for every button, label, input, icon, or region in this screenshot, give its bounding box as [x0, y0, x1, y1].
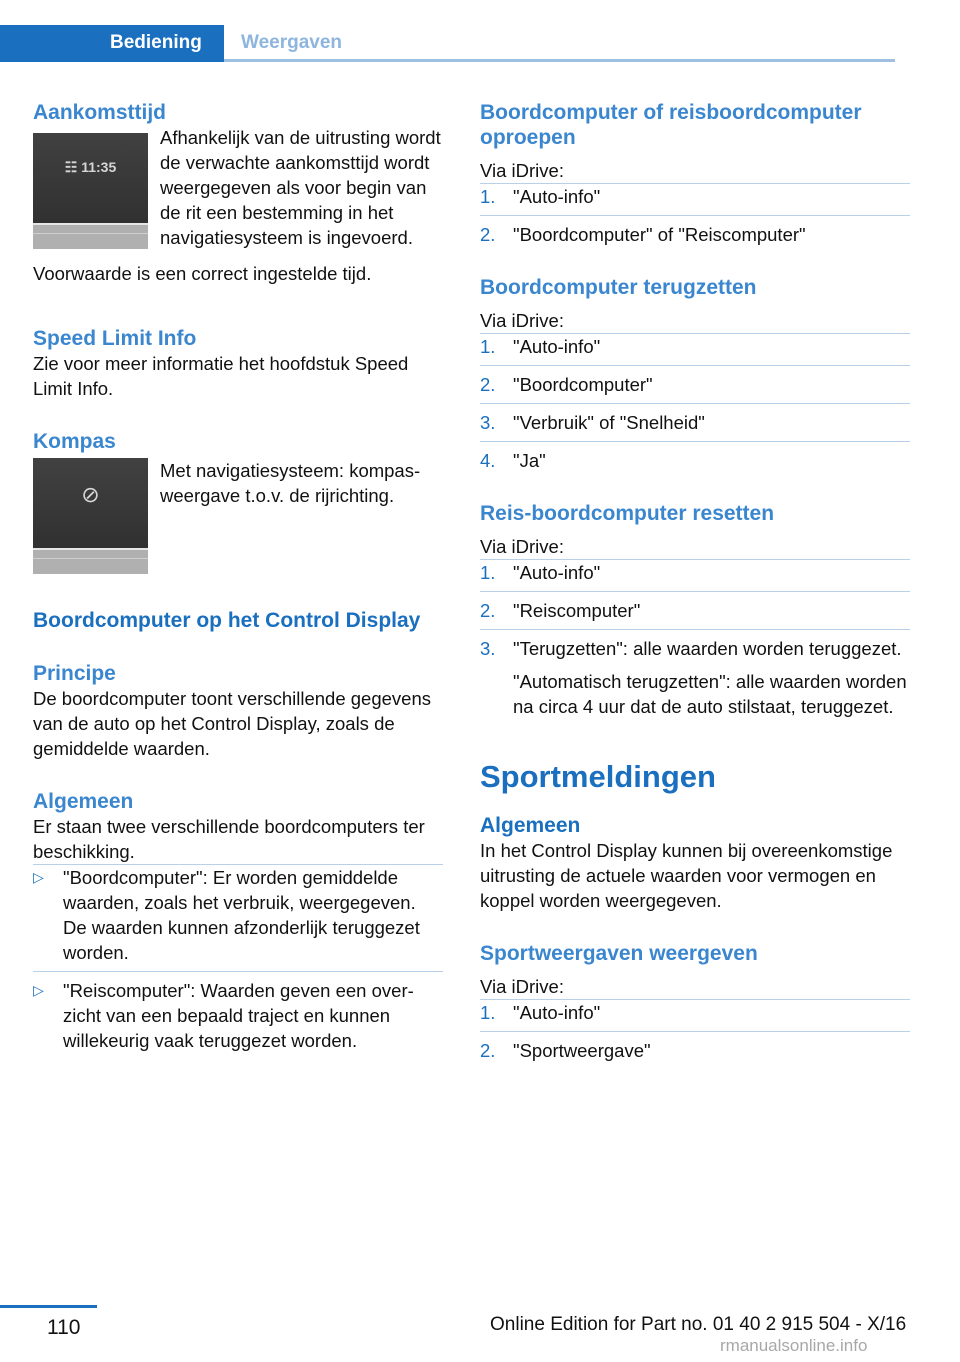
via-idrive: Via iDrive: — [480, 976, 564, 997]
step-number: 1. — [480, 336, 496, 357]
list-item — [480, 1000, 910, 1025]
list-item — [33, 971, 443, 1053]
reset-steps — [480, 333, 910, 473]
list-item — [480, 403, 910, 435]
list-item — [480, 365, 910, 397]
step-number: 2. — [480, 600, 496, 621]
list-item-text: "Boordcomputer": Er worden gemiddelde waarden, zoals het verbruik, weergegeven. De waarden kunnen afzonderlijk teruggezet worden. — [63, 867, 420, 963]
header-tabs — [0, 25, 895, 62]
step-text: "Reiscomputer" — [513, 600, 641, 621]
list-item — [480, 591, 910, 623]
step-text: "Auto-info" — [513, 562, 601, 583]
list-item — [480, 441, 910, 473]
list-item — [480, 560, 910, 585]
computer-types-list — [33, 864, 443, 1053]
list-item — [480, 215, 910, 247]
list-item — [480, 334, 910, 359]
arrival-time-readout: ☷ 11:35 — [64, 159, 117, 175]
via-idrive: Via iDrive: — [480, 160, 564, 181]
compass-text: Met navigatiesysteem: kompasweergave t.o.v. de rijrichting. — [160, 460, 421, 506]
speed-limit-text: Zie voor meer informatie het hoofdstuk Speed Limit Info. — [33, 353, 409, 399]
heading-reis-boordcomputer-resetten: Reis-boordcomputer resetten — [480, 502, 775, 525]
step-text: "Auto-info" — [513, 1002, 601, 1023]
step-number: 2. — [480, 374, 496, 395]
footer-rule — [0, 1305, 97, 1308]
list-item — [480, 629, 910, 719]
edition-text: Online Edition for Part no. 01 40 2 915 504 - X/16 — [490, 1314, 907, 1335]
step-text: "Boordcomputer" of "Reiscomputer" — [513, 224, 806, 245]
step-number: 1. — [480, 186, 496, 207]
sport-steps — [480, 999, 910, 1063]
heading-boordcomputer-terugzetten: Boordcomputer terugzetten — [480, 276, 757, 299]
sport-general-text: In het Control Display kunnen bij overeenkomstige uitrusting de actuele waarden voor vermogen en koppel worden weergegeven. — [480, 840, 893, 911]
triangle-bullet-icon: ▷ — [33, 982, 44, 998]
call-steps — [480, 183, 910, 247]
list-item — [480, 184, 910, 209]
heading-boordcomputer-control-display: Boordcomputer op het Control Display — [33, 609, 421, 632]
step-text: "Boordcomputer" — [513, 374, 653, 395]
heading-sportmeldingen: Sportmeldingen — [480, 759, 716, 794]
list-item — [33, 865, 443, 965]
step-text: "Sportweergave" — [513, 1040, 651, 1061]
step-text: "Terugzetten": alle waarden worden teruggezet. — [513, 638, 902, 659]
step-number: 3. — [480, 638, 496, 659]
step-text-block — [513, 636, 910, 719]
step-number: 1. — [480, 562, 496, 583]
compass-icon: ⊘ — [81, 482, 100, 507]
heading-sport-algemeen: Algemeen — [480, 814, 581, 837]
heading-algemeen: Algemeen — [33, 790, 134, 813]
left-column — [33, 100, 443, 1053]
step-text: "Ja" — [513, 450, 546, 471]
compass-display-image — [33, 458, 148, 574]
step-text-extra: "Automatisch terugzetten": alle waarden worden na circa 4 uur dat de auto stilstaat, teruggezet. — [513, 671, 907, 717]
heading-principe: Principe — [33, 662, 116, 685]
list-item-text: "Reiscomputer": Waarden geven een overzicht van een bepaald traject en kunnen willekeurig vaak teruggezet worden. — [63, 980, 414, 1051]
tab-weergaven[interactable]: Weergaven — [241, 32, 343, 53]
page-number: 110 — [47, 1316, 81, 1339]
via-idrive: Via iDrive: — [480, 536, 564, 557]
principle-text: De boordcomputer toont verschillende gegevens van de auto op het Control Display, zoals de gemiddelde waarden. — [33, 688, 431, 759]
triangle-bullet-icon: ▷ — [33, 869, 44, 885]
step-number: 4. — [480, 450, 496, 471]
watermark: rmanualsonline.info — [720, 1336, 868, 1355]
heading-sportweergaven-weergeven: Sportweergaven weergeven — [480, 942, 758, 965]
via-idrive: Via iDrive: — [480, 310, 564, 331]
step-number: 2. — [480, 1040, 496, 1061]
arrival-text: Afhankelijk van de uitrusting wordt de verwachte aankomsttijd wordt weergegeven als voor begin van de rit een bestemming in het navigatiesysteem is ingevoerd. — [160, 127, 441, 248]
trip-reset-steps — [480, 559, 910, 719]
step-number: 3. — [480, 412, 496, 433]
arrival-time-display-image — [33, 133, 148, 249]
step-number: 2. — [480, 224, 496, 245]
step-number: 1. — [480, 1002, 496, 1023]
step-text: "Auto-info" — [513, 336, 601, 357]
heading-speed-limit-info: Speed Limit Info — [33, 327, 197, 350]
heading-aankomsttijd: Aankomsttijd — [33, 101, 167, 124]
general-text: Er staan twee verschillende boordcomputers ter beschikking. — [33, 816, 425, 862]
heading-boordcomputer-oproepen: Boordcomputer of reisboordcomputer oproepen — [480, 101, 862, 149]
step-text: "Verbruik" of "Snelheid" — [513, 412, 705, 433]
right-column — [480, 100, 910, 1063]
heading-kompas: Kompas — [33, 430, 116, 453]
step-text: "Auto-info" — [513, 186, 601, 207]
arrival-condition: Voorwaarde is een correct ingestelde tijd. — [33, 263, 372, 284]
list-item — [480, 1031, 910, 1063]
tab-bediening[interactable]: Bediening — [0, 25, 224, 62]
